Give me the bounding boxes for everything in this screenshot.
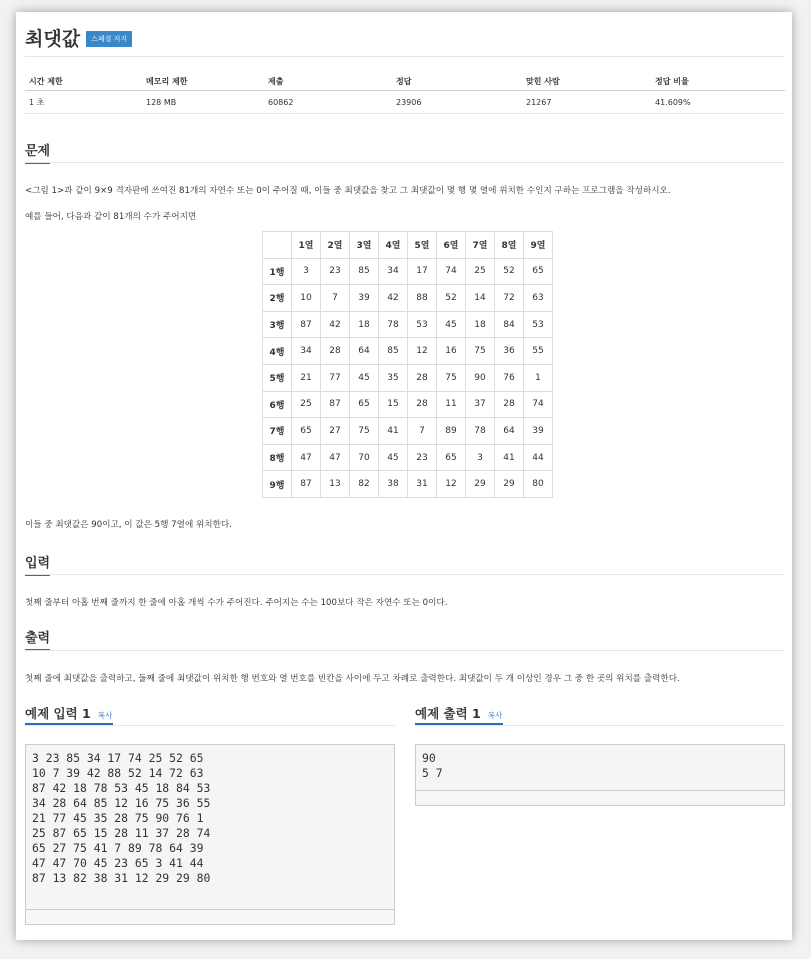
sample-input-heading-text: 예제 입력 1 <box>25 706 91 721</box>
grid-cell: 36 <box>495 338 524 365</box>
grid-cell: 21 <box>292 364 321 391</box>
grid-col-header: 7열 <box>466 232 495 259</box>
grid-cell: 13 <box>321 471 350 498</box>
grid-cell: 75 <box>350 418 379 445</box>
code-line: 34 28 64 85 12 16 75 36 55 <box>32 796 211 810</box>
grid-cell: 78 <box>379 311 408 338</box>
grid-row <box>263 258 553 285</box>
sample-output-heading <box>415 704 502 722</box>
grid-cell: 65 <box>437 444 466 471</box>
input-description: 첫째 줄부터 아홉 번째 줄까지 한 줄에 아홉 개씩 수가 주어진다. 주어지는 수는 100보다 작은 자연수 또는 0이다. <box>25 598 448 608</box>
grid-cell: 44 <box>524 444 553 471</box>
grid-cell: 65 <box>524 258 553 285</box>
code-line: 3 23 85 34 17 74 25 52 65 <box>32 751 204 765</box>
code-line: 90 <box>422 751 436 765</box>
grid-cell: 3 <box>466 444 495 471</box>
grid-cell: 23 <box>408 444 437 471</box>
grid-cell: 42 <box>321 311 350 338</box>
grid-cell: 39 <box>350 285 379 312</box>
grid-cell: 87 <box>292 471 321 498</box>
memory-limit-value: 128 MB <box>142 91 264 114</box>
code-line: 21 77 45 35 28 75 90 76 1 <box>32 811 204 825</box>
grid-cell: 55 <box>524 338 553 365</box>
grid-cell: 53 <box>524 311 553 338</box>
problem-heading-text: 문제 <box>25 144 51 159</box>
grid-body <box>263 258 553 497</box>
section-divider <box>25 162 785 163</box>
header-time-limit: 시간 제한 <box>25 72 142 91</box>
grid-row-header: 8행 <box>263 444 292 471</box>
grid-cell: 28 <box>408 391 437 418</box>
grid-cell: 87 <box>321 391 350 418</box>
grid-cell: 7 <box>321 285 350 312</box>
grid-col-header: 2열 <box>321 232 350 259</box>
accepted-value[interactable]: 23906 <box>392 91 522 114</box>
grid-cell: 31 <box>408 471 437 498</box>
grid-cell: 16 <box>437 338 466 365</box>
info-value-row <box>25 91 785 114</box>
grid-cell: 90 <box>466 364 495 391</box>
grid-row-header: 4행 <box>263 338 292 365</box>
header-accepted: 정답 <box>392 72 522 91</box>
problem-info-table <box>25 72 785 114</box>
grid-cell: 10 <box>292 285 321 312</box>
grid-cell: 42 <box>379 285 408 312</box>
grid-cell: 45 <box>350 364 379 391</box>
page-title: 최댓값 <box>25 27 81 50</box>
grid-cell: 47 <box>292 444 321 471</box>
grid-cell: 75 <box>466 338 495 365</box>
grid-col-header: 5열 <box>408 232 437 259</box>
section-divider <box>415 725 785 726</box>
grid-cell: 87 <box>292 311 321 338</box>
problem-card <box>16 12 792 940</box>
code-line: 65 27 75 41 7 89 78 64 39 <box>32 841 204 855</box>
grid-cell: 39 <box>524 418 553 445</box>
code-line: 87 13 82 38 31 12 29 29 80 <box>32 871 211 885</box>
copy-sample-input-link[interactable]: 복사 <box>97 711 113 720</box>
grid-cell: 12 <box>437 471 466 498</box>
grid-cell: 84 <box>495 311 524 338</box>
grid-row-header: 5행 <box>263 364 292 391</box>
grid-cell: 64 <box>350 338 379 365</box>
grid-col-header: 3열 <box>350 232 379 259</box>
grid-row <box>263 338 553 365</box>
grid-cell: 75 <box>437 364 466 391</box>
grid-cell: 78 <box>466 418 495 445</box>
grid-cell: 41 <box>495 444 524 471</box>
grid-cell: 25 <box>292 391 321 418</box>
grid-row <box>263 364 553 391</box>
grid-row <box>263 444 553 471</box>
grid-cell: 63 <box>524 285 553 312</box>
grid-col-header: 6열 <box>437 232 466 259</box>
code-line: 87 42 18 78 53 45 18 84 53 <box>32 781 211 795</box>
grid-row <box>263 418 553 445</box>
grid-cell: 27 <box>321 418 350 445</box>
grid-cell: 45 <box>379 444 408 471</box>
grid-cell: 45 <box>437 311 466 338</box>
grid-col-header: 9열 <box>524 232 553 259</box>
problem-heading <box>25 140 50 164</box>
grid-corner-cell <box>263 232 292 259</box>
grid-cell: 74 <box>524 391 553 418</box>
grid-cell: 1 <box>524 364 553 391</box>
output-description: 첫째 줄에 최댓값을 출력하고, 둘째 줄에 최댓값이 위치한 행 번호와 열 번호를 빈칸을 사이에 두고 차례로 출력한다. 최댓값이 두 개 이상인 경우 그 중 한 곳의 위치를 출력한다. <box>25 674 680 684</box>
grid-row-header: 9행 <box>263 471 292 498</box>
grid-cell: 28 <box>321 338 350 365</box>
grid-table <box>262 231 553 498</box>
grid-cell: 12 <box>408 338 437 365</box>
grid-cell: 89 <box>437 418 466 445</box>
grid-cell: 72 <box>495 285 524 312</box>
header-accept-ratio: 정답 비율 <box>651 72 785 91</box>
grid-row <box>263 285 553 312</box>
grid-cell: 29 <box>495 471 524 498</box>
grid-cell: 14 <box>466 285 495 312</box>
code-line: 5 7 <box>422 766 443 780</box>
input-heading <box>25 552 50 576</box>
copy-sample-output-link[interactable]: 복사 <box>487 711 503 720</box>
grid-row-header: 2행 <box>263 285 292 312</box>
title-row <box>25 22 132 52</box>
grid-cell: 28 <box>408 364 437 391</box>
grid-cell: 76 <box>495 364 524 391</box>
special-judge-badge[interactable]: 스페셜 저지 <box>86 31 132 47</box>
grid-row-header: 1행 <box>263 258 292 285</box>
code-box-footer <box>26 909 394 924</box>
code-line: 25 87 65 15 28 11 37 28 74 <box>32 826 211 840</box>
sample-output-heading-text: 예제 출력 1 <box>415 706 481 721</box>
sample-input-heading <box>25 704 112 722</box>
output-heading-text: 출력 <box>25 631 51 646</box>
grid-cell: 85 <box>379 338 408 365</box>
grid-col-header: 1열 <box>292 232 321 259</box>
grid-cell: 52 <box>495 258 524 285</box>
grid-cell: 70 <box>350 444 379 471</box>
code-line: 10 7 39 42 88 52 14 72 63 <box>32 766 204 780</box>
grid-cell: 88 <box>408 285 437 312</box>
grid-cell: 34 <box>292 338 321 365</box>
section-divider <box>25 650 785 651</box>
grid-cell: 28 <box>495 391 524 418</box>
grid-col-header: 8열 <box>495 232 524 259</box>
grid-cell: 82 <box>350 471 379 498</box>
grid-row <box>263 471 553 498</box>
info-header-row <box>25 72 785 91</box>
grid-row <box>263 311 553 338</box>
grid-cell: 17 <box>408 258 437 285</box>
problem-description: <그림 1>과 같이 9×9 격자판에 쓰여진 81개의 자연수 또는 0이 주어질 때, 이들 중 최댓값을 찾고 그 최댓값이 몇 행 몇 열에 위치한 수인지 구하는 프로그램을 작성하시오. <box>25 186 671 196</box>
problem-conclusion: 이들 중 최댓값은 90이고, 이 값은 5행 7열에 위치한다. <box>25 520 232 530</box>
grid-cell: 74 <box>437 258 466 285</box>
grid-row <box>263 391 553 418</box>
grid-cell: 53 <box>408 311 437 338</box>
grid-cell: 80 <box>524 471 553 498</box>
grid-cell: 77 <box>321 364 350 391</box>
grid-cell: 47 <box>321 444 350 471</box>
sample-input-code[interactable] <box>25 744 395 925</box>
input-heading-text: 입력 <box>25 556 51 571</box>
time-limit-value: 1 초 <box>25 91 142 114</box>
grid-cell: 65 <box>350 391 379 418</box>
grid-cell: 25 <box>466 258 495 285</box>
grid-row-header: 6행 <box>263 391 292 418</box>
header-submissions: 제출 <box>264 72 392 91</box>
section-divider <box>25 725 395 726</box>
output-heading <box>25 627 50 651</box>
grid-cell: 18 <box>466 311 495 338</box>
submissions-value[interactable]: 60862 <box>264 91 392 114</box>
code-line: 47 47 70 45 23 65 3 41 44 <box>32 856 204 870</box>
grid-cell: 37 <box>466 391 495 418</box>
header-memory-limit: 메모리 제한 <box>142 72 264 91</box>
problem-example-intro: 예를 들어, 다음과 같이 81개의 수가 주어지면 <box>25 212 197 222</box>
grid-cell: 18 <box>350 311 379 338</box>
grid-cell: 15 <box>379 391 408 418</box>
grid-cell: 3 <box>292 258 321 285</box>
grid-cell: 52 <box>437 285 466 312</box>
grid-col-header: 4열 <box>379 232 408 259</box>
grid-cell: 29 <box>466 471 495 498</box>
grid-cell: 35 <box>379 364 408 391</box>
grid-cell: 65 <box>292 418 321 445</box>
grid-header-row <box>263 232 553 259</box>
grid-cell: 85 <box>350 258 379 285</box>
grid-row-header: 7행 <box>263 418 292 445</box>
grid-cell: 38 <box>379 471 408 498</box>
sample-output-code[interactable] <box>415 744 785 806</box>
title-divider <box>25 56 785 57</box>
grid-cell: 34 <box>379 258 408 285</box>
grid-cell: 7 <box>408 418 437 445</box>
section-divider <box>25 574 785 575</box>
grid-cell: 23 <box>321 258 350 285</box>
code-box-footer <box>416 790 784 805</box>
solved-users-value[interactable]: 21267 <box>522 91 651 114</box>
grid-row-header: 3행 <box>263 311 292 338</box>
accept-ratio-value: 41.609% <box>651 91 785 114</box>
grid-cell: 11 <box>437 391 466 418</box>
grid-cell: 41 <box>379 418 408 445</box>
header-solved-users: 맞힌 사람 <box>522 72 651 91</box>
grid-cell: 64 <box>495 418 524 445</box>
